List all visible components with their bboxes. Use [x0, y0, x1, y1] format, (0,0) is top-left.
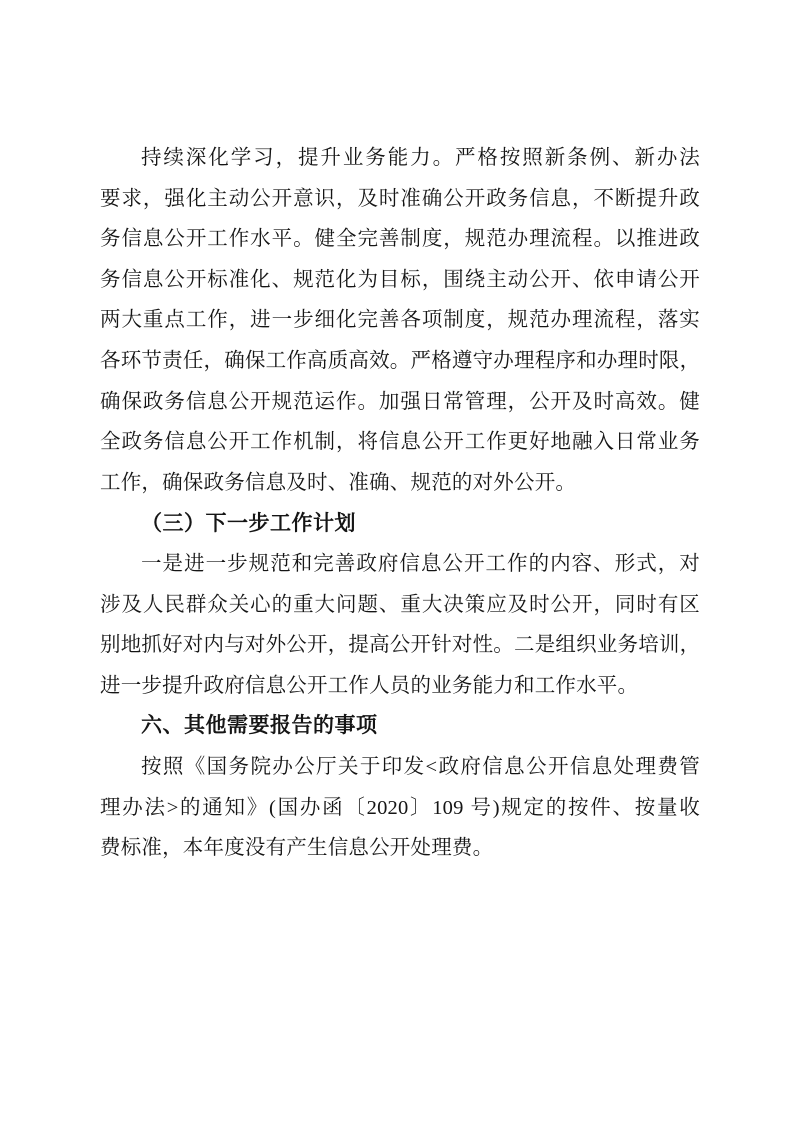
paragraph-1-line: 务信息公开标准化、规范化为目标，围绕主动公开、依申请公开	[100, 268, 700, 291]
paragraph-1-line: 全政务信息公开工作机制，将信息公开工作更好地融入日常业务	[100, 431, 700, 454]
section-heading-next-step-plan: （三）下一步工作计划	[141, 511, 356, 536]
paragraph-1-line: 务信息公开工作水平。健全完善制度，规范办理流程。以推进政	[100, 228, 700, 251]
paragraph-1-line: 确保政务信息公开规范运作。加强日常管理，公开及时高效。健	[100, 390, 700, 413]
paragraph-2-line: 别地抓好对内与对外公开，提高公开针对性。二是组织业务培训，	[100, 634, 701, 657]
paragraph-2-line: 进一步提升政府信息公开工作人员的业务能力和工作水平。	[100, 674, 639, 697]
paragraph-1-line: 工作，确保政务信息及时、准确、规范的对外公开。	[100, 471, 577, 494]
paragraph-3-line: 理办法>的通知》(国办函〔2020〕109 号)规定的按件、按量收	[100, 796, 700, 819]
paragraph-1-line: 要求，强化主动公开意识，及时准确公开政务信息，不断提升政	[100, 187, 700, 210]
paragraph-1-line: 持续深化学习，提升业务能力。严格按照新条例、新办法	[141, 147, 700, 169]
section-heading-other-items: 六、其他需要报告的事项	[141, 714, 378, 738]
paragraph-1-line: 两大重点工作，进一步细化完善各项制度，规范办理流程，落实	[100, 309, 700, 332]
paragraph-2-line: 一是进一步规范和完善政府信息公开工作的内容、形式，对	[141, 552, 700, 575]
paragraph-3-line: 按照《国务院办公厅关于印发<政府信息公开信息处理费管	[141, 755, 700, 778]
paragraph-2-line: 涉及人民群众关心的重大问题、重大决策应及时公开，同时有区	[100, 593, 700, 616]
paragraph-1-line: 各环节责任，确保工作高质高效。严格遵守办理程序和办理时限，	[100, 349, 701, 372]
paragraph-3-line: 费标准，本年度没有产生信息公开处理费。	[100, 837, 494, 860]
